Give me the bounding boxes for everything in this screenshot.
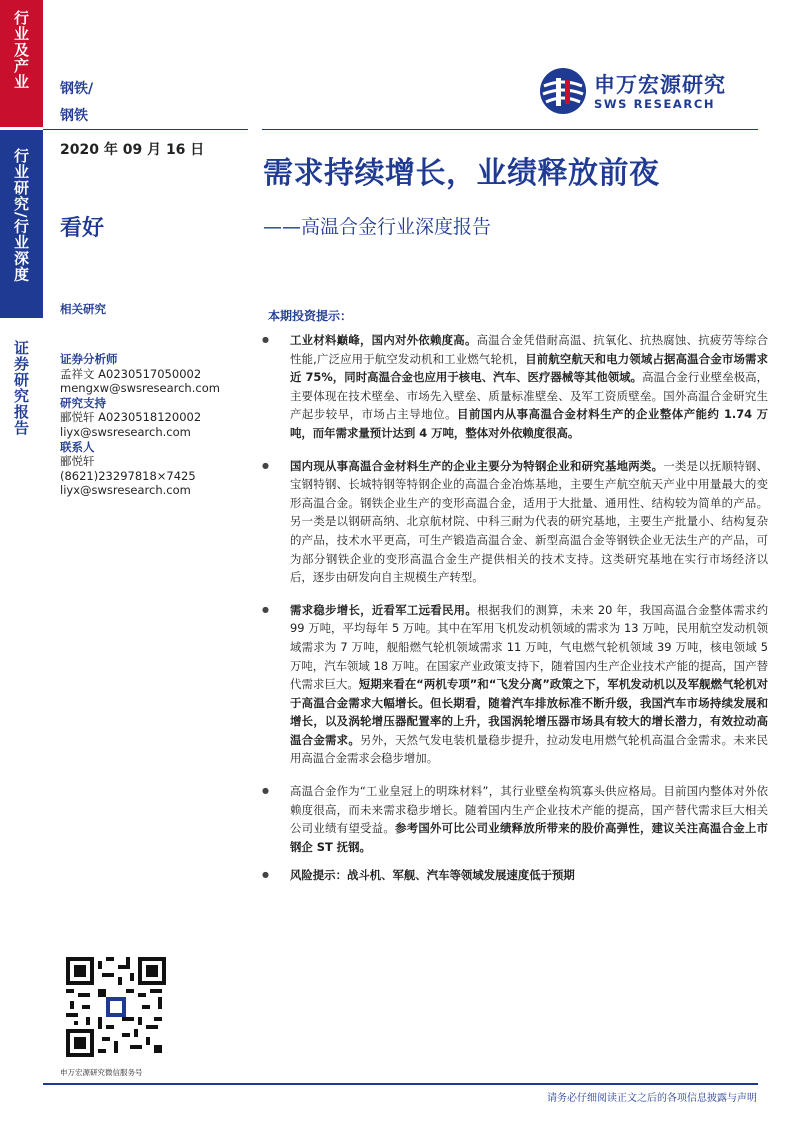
contacts-block [60,352,260,498]
category-line-2: 钢铁 [60,108,88,124]
bullet-recommendation: ● 高温合金作为“工业皇冠上的明珠材料”，其行业壁垒构筑寡头供应格局。目前国内整体对外依赖度很高，而未来需求稳步增长。随着国内生产企业技术产能的提高，国产替代需求巨大相关公司业绩有望受益。参考国外可比公司业绩释放所带来的股价高弹性，建议关注高温合金上市钢企 ST 抚钢。 [262,782,768,856]
logo-globe-icon [538,66,588,116]
report-date: 2020 年 09 月 16 日 [60,142,205,158]
support-name: 郦悦轩 A0230518120002 [60,410,202,425]
rating: 看好 [60,216,105,241]
report-title: 需求持续增长，业绩释放前夜 [263,156,660,191]
bullet-materials: ● 工业材料巅峰，国内对外依赖度高。高温合金凭借耐高温、抗氧化、抗热腐蚀、抗疲劳等综合性能,广泛应用于航空发动机和工业燃气轮机，目前航空航天和电力领域占据高温合金市场需求近 75%，同时高温合金也应用于核电、汽车、医疗器械等其他领域。高温合金行业壁垒极高，主要体现在技术壁垒、市场先入壁垒、质量标准壁垒、及军工资质壁垒。国外高温合金研究生产起步较早，市场占主导地位。目前国内从事高温合金材料生产的企业整体产能约 1.74 万吨，而年需求量预计达到 4 万吨，整体对外依赖度很高。 [262,331,768,443]
footer-disclaimer: 请务必仔细阅读正文之后的各项信息披露与声明 [547,1093,757,1104]
footer-divider [43,1083,758,1085]
report-subtitle: ——高温合金行业深度报告 [263,216,492,238]
investment-hint-heading: 本期投资提示： [268,309,353,323]
support-heading: 研究支持 [60,395,106,410]
left-divider [43,129,248,130]
bullet-demand: ● 需求稳步增长，近看军工远看民用。根据我们的测算，未来 20 年，我国高温合金整体需求约 99 万吨，平均每年 5 万吨。其中在军用飞机发动机领域的需求为 13 万吨，民用航空发动机领域需求为 7 万吨，舰船燃气轮机领域需求 11 万吨，气电燃气轮机领域 39 万吨，核电领域 5 万吨，汽车领域 18 万吨。在国家产业政策支持下，随着国内生产企业技术产能的提高，国产替代需求巨大。短期来看在“两机专项”和“飞发分离”政策之下，军机发动机以及军舰燃气轮机对于高温合金需求大幅增长。但长期看，随着汽车排放标准不断升级，我国汽车市场持续发展和增长，以及涡轮增压器配置率的上升，我国涡轮增压器市场具有较大的增长潜力，有效拉动高温合金需求。另外，天然气发电装机量稳步提升，拉动发电用燃气轮机高温合金需求。未来民用高温合金需求会稳步增加。 [262,601,768,768]
contact-heading: 联系人 [60,439,95,454]
investment-bullets [262,331,768,885]
qr-code-icon[interactable] [66,957,166,1057]
logo-en-text: SWS RESEARCH [594,97,716,111]
contact-phone: (8621)23297818×7425 [60,468,196,483]
analyst-email: mengxw@swsresearch.com [60,381,220,396]
logo-cn-text: 申万宏源研究 [594,73,726,97]
related-research: 相关研究 [60,302,106,316]
bullet-risk: ● 风险提示：战斗机、军舰、汽车等领域发展速度低于预期 [262,866,768,885]
category-line-1: 钢铁/ [60,81,94,97]
side-tab-research: 行业研究/行业深度 [0,130,43,318]
bullet-producers: ● 国内现从事高温合金材料生产的企业主要分为特钢企业和研究基地两类。一类是以抚顺特钢、宝钢特钢、长城特钢等特钢企业的高温合金冶炼基地，主要生产航空航天产业中用量最大的变形高温合金。钢铁企业生产的变形高温合金，适用于大批量、通用性、结构较为简单的产品。另一类是以钢研高纳、北京航材院、中科三耐为代表的研究基地，主要生产批量小、结构复杂的产品，技术水平更高，可生产锻造高温合金、新型高温合金等钢铁企业无法生产的产品，可为部分钢铁企业的变形高温合金生产提供相关的技术支持。这类研究基地在实行市场经济以后，逐步由研发向自主规模生产转型。 [262,457,768,587]
qr-caption: 申万宏源研究微信服务号 [60,1068,143,1077]
support-email: liyx@swsresearch.com [60,424,191,439]
header-divider [262,129,758,130]
contact-email: liyx@swsresearch.com [60,483,191,498]
sws-logo [538,66,754,116]
analyst-name: 孟祥文 A0230517050002 [60,366,202,381]
analyst-heading: 证券分析师 [60,352,118,366]
side-tab-securities: 证券研究报告 [0,336,43,446]
side-tab-industry: 行业及产业 [0,0,43,127]
contact-name: 郦悦轩 [60,454,95,469]
